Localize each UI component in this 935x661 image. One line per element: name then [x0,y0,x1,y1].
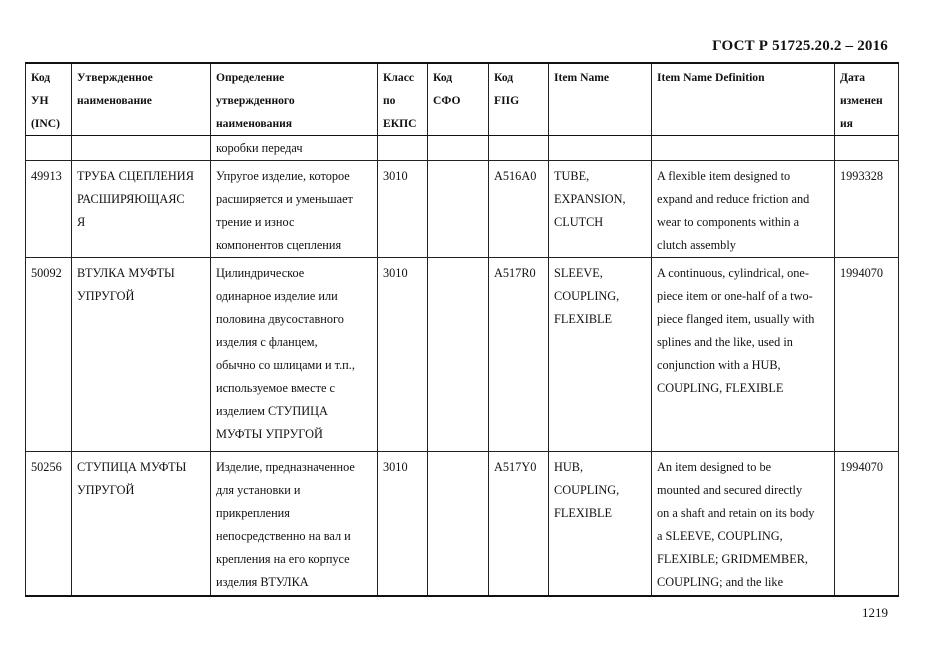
cell-inc [26,136,72,161]
cell-fiig: A517Y0 [489,452,549,596]
table-header-row [26,63,899,136]
cell-class: 3010 [378,258,428,452]
cell-date: 1994070 [835,452,899,596]
cell-name: ТРУБА СЦЕПЛЕНИЯ РАСШИРЯЮЩАЯС Я [72,161,211,258]
cell-inc: 49913 [26,161,72,258]
header-date: Дата изменен ия [835,63,899,136]
cell-name: СТУПИЦА МУФТЫ УПРУГОЙ [72,452,211,596]
cell-item-definition [652,136,835,161]
cell-fiig [489,136,549,161]
cell-sfo [428,258,489,452]
cell-fiig: A516A0 [489,161,549,258]
table-row [26,161,899,258]
header-class: Класс по ЕКПС [378,63,428,136]
table-row [26,258,899,452]
cell-definition: Цилиндрическое одинарное изделие или половина двусоставного изделия с фланцем, обычно со шлицами и т.п., используемое вместе с изделием СТУПИЦА МУФТЫ УПРУГОЙ [211,258,378,452]
cell-item-definition: A continuous, cylindrical, one- piece item or one-half of a two- piece flanged item, usually with splines and the like, used in conjunction with a HUB, COUPLING, FLEXIBLE [652,258,835,452]
cell-inc: 50256 [26,452,72,596]
continuation-row [26,136,899,161]
cell-item-name [549,136,652,161]
cell-item-definition: An item designed to be mounted and secured directly on a shaft and retain on its body a SLEEVE, COUPLING, FLEXIBLE; GRIDMEMBER, COUPLING; and the like [652,452,835,596]
cell-class: 3010 [378,161,428,258]
header-approved-name: Утвержденное наименование [72,63,211,136]
cell-class [378,136,428,161]
item-names-table [25,62,899,597]
cell-date [835,136,899,161]
cell-item-name: SLEEVE, COUPLING, FLEXIBLE [549,258,652,452]
cell-item-name: HUB, COUPLING, FLEXIBLE [549,452,652,596]
cell-definition: Изделие, предназначенное для установки и прикрепления непосредственно на вал и крепления на его корпусе изделия ВТУЛКА [211,452,378,596]
header-item-name: Item Name [549,63,652,136]
page-number: 1219 [862,605,888,620]
cell-definition: Упругое изделие, которое расширяется и уменьшает трение и износ компонентов сцепления [211,161,378,258]
cell-name: ВТУЛКА МУФТЫ УПРУГОЙ [72,258,211,452]
cell-name [72,136,211,161]
cell-item-name: TUBE, EXPANSION, CLUTCH [549,161,652,258]
header-sfo: Код СФО [428,63,489,136]
header-inc: Код УН (INC) [26,63,72,136]
cell-definition: коробки передач [211,136,378,161]
header-definition: Определение утвержденного наименования [211,63,378,136]
cell-date: 1994070 [835,258,899,452]
cell-sfo [428,161,489,258]
standard-designation: ГОСТ Р 51725.20.2 – 2016 [712,38,888,54]
cell-class: 3010 [378,452,428,596]
cell-date: 1993328 [835,161,899,258]
table-row [26,452,899,596]
cell-sfo [428,452,489,596]
cell-sfo [428,136,489,161]
cell-fiig: A517R0 [489,258,549,452]
cell-item-definition: A flexible item designed to expand and reduce friction and wear to components within a clutch assembly [652,161,835,258]
header-fiig: Код FIIG [489,63,549,136]
cell-inc: 50092 [26,258,72,452]
header-item-name-definition: Item Name Definition [652,63,835,136]
